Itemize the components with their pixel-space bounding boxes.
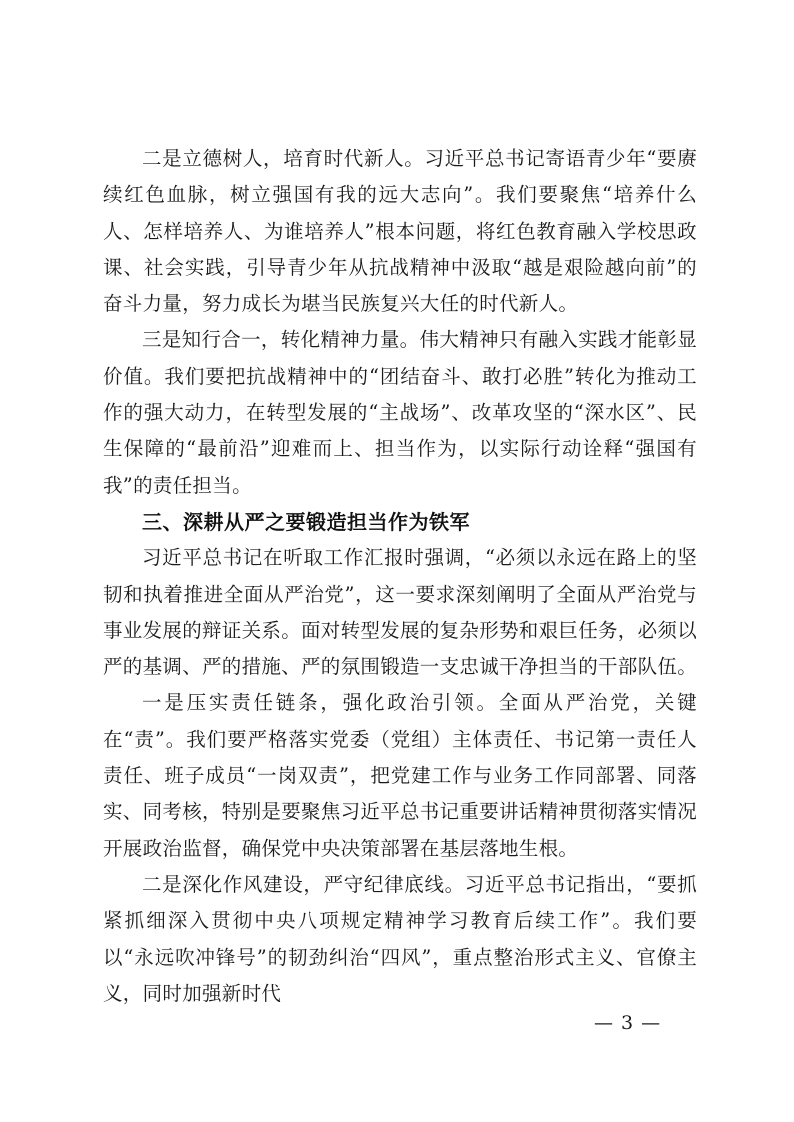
document-body	[103, 141, 697, 1012]
section-heading-three: 三、深耕从严之要锻造担当作为铁军	[142, 509, 470, 534]
paragraph-responsibility-chain: 一是压实责任链条，强化政治引领。全面从严治党，关键在“责”。我们要严格落实党委（党组）主体责任、书记第一责任人责任、班子成员“一岗双责”，把党建工作与业务工作同部署、同落实、同考核，特别是要聚焦习近平总书记重要讲话精神贯彻落实情况开展政治监督，确保党中央决策部署在基层落地生根。	[103, 691, 698, 860]
paragraph-strict-party-governance: 习近平总书记在听取工作汇报时强调，“必须以永远在路上的坚韧和执着推进全面从严治党”，这一要求深刻阐明了全面从严治党与事业发展的辩证关系。面对转型发展的复杂形势和艰巨任务，必须以严的基调、严的措施、严的氛围锻造一支忠诚干净担当的干部队伍。	[103, 546, 698, 679]
paragraph-cultivate-new-generation: 二是立德树人，培育时代新人。习近平总书记寄语青少年“要赓续红色血脉，树立强国有我的远大志向”。我们要聚焦“培养什么人、怎样培养人、为谁培养人”根本问题，将红色教育融入学校思政课、社会实践，引导青少年从抗战精神中汲取“越是艰险越向前”的奋斗力量，努力成长为堪当民族复兴大任的时代新人。	[103, 147, 697, 316]
paragraph-unity-of-knowledge-action: 三是知行合一，转化精神力量。伟大精神只有融入实践才能彰显价值。我们要把抗战精神中的“团结奋斗、敢打必胜”转化为推动工作的强大动力，在转型发展的“主战场”、改革攻坚的“深水区”、民生保障的“最前沿”迎难而上、担当作为，以实际行动诠释“强国有我”的责任担当。	[103, 328, 697, 497]
paragraph-work-style-discipline: 二是深化作风建设，严守纪律底线。习近平总书记指出，“要抓紧抓细深入贯彻中央八项规定精神学习教育后续工作”。我们要以“永远吹冲锋号”的韧劲纠治“四风”，重点整治形式主义、官僚主义，同时加强新时代	[103, 872, 697, 1005]
page-number: — 3 —	[594, 1012, 662, 1034]
